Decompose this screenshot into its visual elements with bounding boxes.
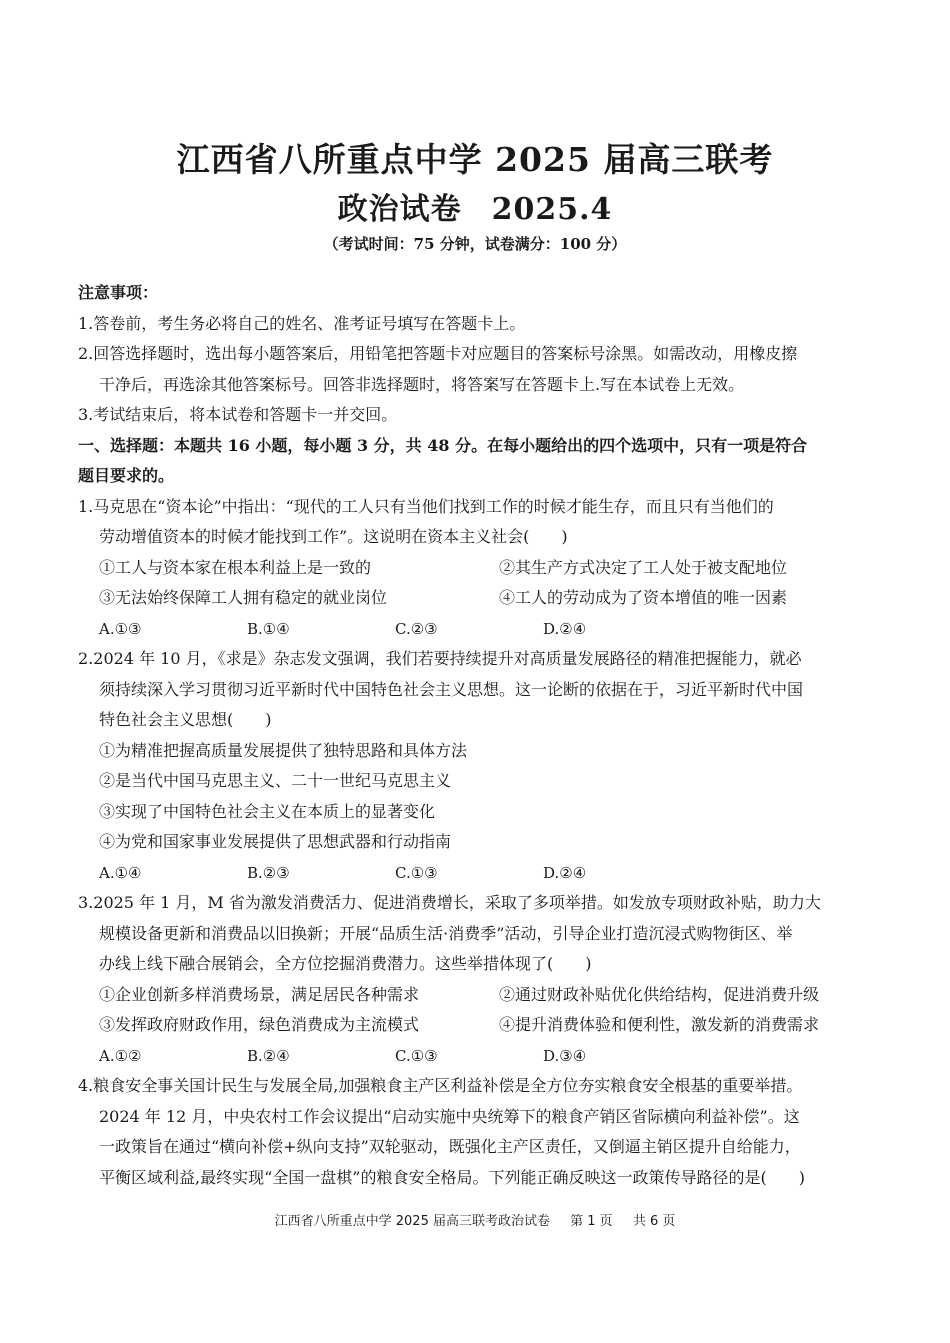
option-c: C.①③ xyxy=(395,1046,438,1065)
options-row xyxy=(78,614,874,645)
statement: ③实现了中国特色社会主义在本质上的显著变化 xyxy=(99,801,436,821)
option-d: D.③④ xyxy=(543,1046,587,1065)
question-2 xyxy=(78,644,874,888)
question-stem: 平衡区域利益,最终实现“全国一盘棋”的粮食安全格局。下列能正确反映这一政策传导路径的是( ) xyxy=(99,1167,805,1187)
question-1 xyxy=(78,492,874,645)
option-a: A.①④ xyxy=(99,863,142,882)
section-heading: 一、选择题：本题共 16 小题，每小题 3 分，共 48 分。在每小题给出的四个选项中，只有一项是符合 xyxy=(78,435,808,455)
footer-total: 共 6 页 xyxy=(632,1214,676,1229)
question-stem: 2.2024 年 10 月，《求是》杂志发文强调，我们若要持续提升对高质量发展路径的精准把握能力，就必 xyxy=(78,649,802,668)
question-stem: 办线上线下融合展销会，全方位挖掘消费潜力。这些举措体现了( ) xyxy=(99,954,592,973)
statement: ④提升消费体验和便利性，激发新的消费需求 xyxy=(499,1015,820,1034)
statement: ④工人的劳动成为了资本增值的唯一因素 xyxy=(499,588,788,607)
footer-title: 江西省八所重点中学 2025 届高三联考政治试卷 xyxy=(274,1214,550,1229)
statement: ①企业创新多样消费场景，满足居民各种需求 xyxy=(99,984,420,1004)
option-c: C.②③ xyxy=(395,619,438,638)
question-stem: 劳动增值资本的时候才能找到工作”。这说明在资本主义社会( ) xyxy=(99,527,568,546)
question-stem: 一政策旨在通过“横向补偿+纵向支持”双轮驱动，既强化主产区责任，又倒逼主销区提升自给能力， xyxy=(99,1137,801,1156)
statement: ①工人与资本家在根本利益上是一致的 xyxy=(99,557,372,577)
exam-date: 2025.4 xyxy=(491,192,613,227)
option-a: A.①③ xyxy=(99,619,142,638)
exam-info: （考试时间：75 分钟，试卷满分：100 分） xyxy=(323,235,627,253)
statement: ③发挥政府财政作用，绿色消费成为主流模式 xyxy=(99,1015,420,1034)
option-d: D.②④ xyxy=(543,863,587,882)
question-4 xyxy=(78,1071,874,1193)
statement-row xyxy=(78,980,874,1011)
footer-page: 第 1 页 xyxy=(570,1214,613,1229)
statement: ②是当代中国马克思主义、二十一世纪马克思主义 xyxy=(99,771,452,790)
options-row xyxy=(78,1041,874,1072)
statement: ③无法始终保障工人拥有稳定的就业岗位 xyxy=(99,588,388,607)
question-stem: 特色社会主义思想( ) xyxy=(99,710,272,729)
option-b: B.②④ xyxy=(247,1046,290,1065)
question-stem: 2024 年 12 月，中央农村工作会议提出“启动实施中央统筹下的粮食产销区省际横向利益补偿”。这 xyxy=(99,1106,800,1126)
option-b: B.①④ xyxy=(247,619,290,638)
question-stem: 3.2025 年 1 月，M 省为激发消费活力、促进消费增长，采取了多项举措。如发放专项财政补贴，助力大 xyxy=(78,893,821,912)
statement: ②通过财政补贴优化供给结构，促进消费升级 xyxy=(499,984,820,1004)
note-item: 3.考试结束后，将本试卷和答题卡一并交回。 xyxy=(78,405,398,424)
notes-heading: 注意事项： xyxy=(78,283,159,302)
option-a: A.①② xyxy=(99,1046,142,1065)
question-stem: 规模设备更新和消费品以旧换新；开展“品质生活·消费季”活动，引导企业打造沉浸式购物街区、举 xyxy=(99,923,793,943)
options-row xyxy=(78,858,874,889)
note-item: 1.答卷前，考生务必将自己的姓名、准考证号填写在答题卡上。 xyxy=(78,313,526,333)
option-c: C.①③ xyxy=(395,863,438,882)
question-stem: 须持续深入学习贯彻习近平新时代中国特色社会主义思想。这一论断的依据在于，习近平新时代中国 xyxy=(99,679,804,699)
section-heading-cont: 题目要求的。 xyxy=(78,466,175,485)
statement-row xyxy=(78,553,874,584)
statement-row xyxy=(78,583,874,614)
note-item: 2.回答选择题时，选出每小题答案后，用铅笔把答题卡对应题目的答案标号涂黑。如需改动，用橡皮擦 xyxy=(78,344,798,363)
statement-row xyxy=(78,1010,874,1041)
statement: ②其生产方式决定了工人处于被支配地位 xyxy=(499,557,788,577)
statement: ④为党和国家事业发展提供了思想武器和行动指南 xyxy=(99,832,452,851)
page-footer xyxy=(0,1210,950,1229)
exam-subject: 政治试卷 xyxy=(337,192,462,227)
question-stem: 1.马克思在“资本论”中指出：“现代的工人只有当他们找到工作的时候才能生存，而且只有当他们的 xyxy=(78,496,774,516)
question-stem: 4.粮食安全事关国计民生与发展全局,加强粮食主产区利益补偿是全方位夯实粮食安全根基的重要举措。 xyxy=(78,1076,803,1095)
option-b: B.②③ xyxy=(247,863,290,882)
note-item: 干净后，再选涂其他答案标号。回答非选择题时，将答案写在答题卡上.写在本试卷上无效。 xyxy=(99,374,745,394)
option-d: D.②④ xyxy=(543,619,587,638)
exam-title: 江西省八所重点中学 2025 届高三联考 xyxy=(176,140,774,179)
exam-subject-line xyxy=(0,184,950,228)
exam-content xyxy=(78,278,874,1193)
question-3 xyxy=(78,888,874,1071)
statement: ①为精准把握高质量发展提供了独特思路和具体方法 xyxy=(99,740,468,760)
